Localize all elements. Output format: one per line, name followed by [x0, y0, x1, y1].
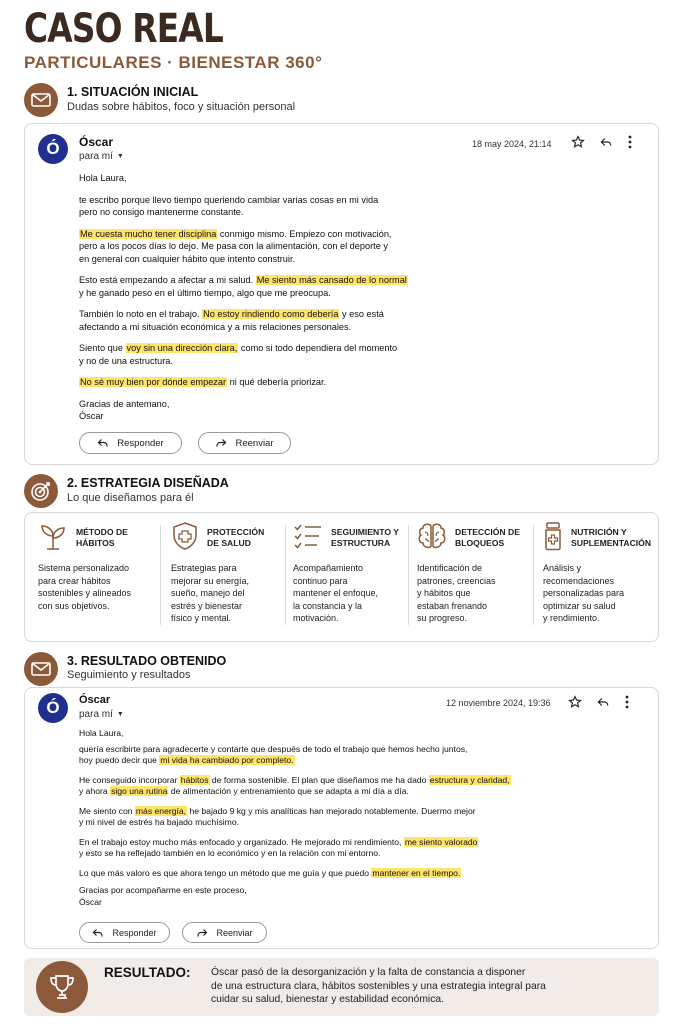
feature-desc: para crear hábitos — [38, 575, 111, 586]
feature-desc: mejorar su energía, — [171, 575, 250, 586]
text: He conseguido incorporar — [79, 774, 180, 785]
text: y mi nivel de estrés ha bajado muchísimo. — [79, 817, 240, 827]
feature-desc: motivación. — [293, 613, 339, 623]
closing: Gracias de antemano, — [79, 398, 170, 409]
email-body — [79, 728, 649, 908]
chevron-down-icon: ▼ — [116, 153, 124, 160]
feature-title: DETECCIÓN DE — [455, 527, 520, 537]
envelope-icon — [24, 652, 58, 686]
shield-cross-icon — [171, 521, 199, 556]
forward-icon — [196, 928, 208, 938]
highlight: voy sin una dirección clara, — [126, 343, 238, 353]
feature-title: BLOQUEOS — [455, 538, 505, 548]
checklist-icon — [293, 522, 323, 555]
feature-desc: con sus objetivos. — [38, 600, 110, 611]
highlight: mantener en el tiempo. — [372, 867, 461, 878]
feature-desc: la constancia y la — [293, 600, 363, 611]
forward-button[interactable] — [182, 922, 267, 943]
section-subtitle: Dudas sobre hábitos, foco y situación personal — [67, 101, 296, 113]
section-title: 2. ESTRATEGIA DISEÑADA — [67, 476, 229, 490]
feature-title: PROTECCIÓN — [207, 527, 265, 537]
feature-habits — [34, 518, 158, 630]
page-subtitle: PARTICULARES · BIENESTAR 360° — [24, 53, 323, 72]
section-subtitle: Lo que diseñamos para él — [67, 492, 194, 504]
reply-label: Responder — [112, 927, 157, 938]
text: Siento que — [79, 343, 126, 353]
feature-health — [167, 518, 287, 630]
greeting: Hola Laura, — [79, 728, 124, 738]
result-line: de una estructura clara, hábitos sostenibles y una estrategia integral para — [211, 980, 546, 992]
feature-desc: Sistema personalizado — [38, 563, 130, 573]
text: hoy puedo decir que — [79, 755, 160, 765]
divider — [533, 525, 534, 625]
text: y no de una estructura. — [79, 355, 173, 366]
trophy-icon — [36, 961, 88, 1013]
text: En el trabajo estoy mucho más enfocado y organizado. He mejorado mi rendimiento, — [79, 836, 404, 847]
section-title: 1. SITUACIÓN INICIAL — [67, 85, 199, 99]
reply-label: Responder — [117, 437, 164, 449]
reply-icon[interactable] — [596, 695, 610, 714]
closing: Gracias por acompañarme en este proceso, — [79, 885, 247, 895]
text: te escribo porque llevo tiempo queriendo cambiar varias cosas en mi vida — [79, 194, 379, 205]
text: ni qué debería priorizar. — [227, 377, 327, 387]
greeting: Hola Laura, — [79, 173, 127, 183]
recipient-dropdown[interactable] — [79, 151, 124, 162]
feature-title: SEGUIMIENTO Y — [331, 527, 399, 537]
feature-desc: optimizar su salud — [543, 600, 616, 611]
email-body — [79, 172, 639, 423]
feature-nutrition — [539, 518, 657, 630]
highlight: estructura y claridad, — [429, 774, 510, 785]
forward-label: Reenviar — [235, 437, 274, 449]
feature-desc: y rendimiento. — [543, 613, 600, 623]
avatar: Ó — [38, 134, 68, 164]
chevron-down-icon: ▼ — [116, 711, 124, 718]
divider — [408, 525, 409, 625]
section-title: 3. RESULTADO OBTENIDO — [67, 654, 227, 668]
recipient-label: para mí — [79, 151, 113, 162]
result-line: cuidar su salud, bienestar y estabilidad económica. — [211, 994, 444, 1005]
recipient-label: para mí — [79, 709, 113, 720]
text: Me siento con — [79, 805, 135, 816]
text: afectando a mi situación económica y a mis relaciones personales. — [79, 321, 352, 332]
feature-desc: Acompañamiento — [293, 563, 364, 573]
more-vert-icon[interactable] — [624, 695, 630, 714]
text: conmigo mismo. Empiezo con motivación, — [217, 228, 392, 239]
feature-desc: mantener el enfoque, — [293, 588, 379, 598]
text: de alimentación y entrenamiento que se adapta a mi día a día. — [168, 786, 409, 796]
reply-button[interactable] — [79, 922, 170, 943]
result-label: RESULTADO: — [104, 965, 191, 980]
feature-desc: y hábitos que — [417, 588, 471, 598]
star-icon[interactable] — [571, 135, 585, 154]
feature-title: HÁBITOS — [76, 538, 115, 548]
feature-desc: Identificación de — [417, 563, 483, 573]
reply-icon — [97, 438, 109, 448]
highlight: mi vida ha cambiado por completo. — [160, 755, 294, 765]
star-icon[interactable] — [568, 695, 582, 714]
feature-desc: su progreso. — [417, 613, 468, 623]
target-icon — [24, 474, 58, 508]
highlight: sigo una rutina — [111, 786, 168, 796]
text: he bajado 9 kg y mis analíticas han mejorado notablemente. Duermo mejor — [187, 805, 476, 816]
text: pero a los pocos días lo dejo. Me pasa con la alimentación, con el deporte y — [79, 241, 388, 251]
reply-icon — [92, 928, 104, 938]
text: y esto se ha reflejado también en lo económico y en la relación con mi entorno. — [79, 848, 381, 858]
recipient-dropdown[interactable] — [79, 709, 124, 720]
signature: Óscar — [79, 896, 102, 907]
feature-title: MÉTODO DE — [76, 527, 128, 537]
feature-desc: sostenibles y alineados — [38, 588, 132, 598]
feature-desc: recomendaciones — [543, 575, 615, 586]
feature-desc: estrés y bienestar — [171, 600, 243, 611]
text: como si todo dependiera del momento — [238, 343, 398, 353]
forward-button[interactable] — [198, 432, 291, 454]
forward-label: Reenviar — [216, 927, 253, 938]
result-line: Óscar pasó de la desorganización y la falta de constancia a disponer — [211, 967, 526, 978]
result-text — [211, 966, 546, 1007]
section-subtitle: Seguimiento y resultados — [67, 669, 191, 681]
divider — [285, 525, 286, 625]
feature-desc: Estrategias para — [171, 563, 237, 573]
feature-title: DE SALUD — [207, 538, 251, 548]
supplement-bottle-icon — [543, 521, 563, 556]
text: en general con cualquier hábito que intento construir. — [79, 253, 296, 264]
signature: Óscar — [79, 411, 104, 421]
feature-desc: sueño, manejo del — [171, 588, 245, 598]
avatar: Ó — [38, 693, 68, 723]
highlight: No estoy rindiendo como debería — [203, 309, 339, 319]
highlight: No sé muy bien por dónde empezar — [80, 377, 227, 387]
email-date: 18 may 2024, 21:14 — [472, 139, 552, 149]
page-title: CASO REAL — [24, 6, 223, 52]
text: Lo que más valoro es que ahora tengo un método que me guía y que puedo — [79, 867, 372, 878]
feature-title: SUPLEMENTACIÓN — [571, 538, 652, 548]
highlight: Me cuesta mucho tener disciplina — [80, 228, 217, 239]
highlight: más energía, — [135, 805, 187, 816]
highlight: Me siento más cansado de lo normal — [256, 275, 407, 285]
feature-desc: personalizadas para — [543, 588, 625, 598]
feature-desc: Análisis y — [543, 563, 582, 573]
feature-desc: patrones, creencias — [417, 575, 496, 586]
feature-blocks — [413, 518, 533, 630]
divider — [160, 525, 161, 625]
plant-icon — [38, 522, 68, 555]
highlight: me siento valorado — [404, 836, 478, 847]
reply-icon[interactable] — [599, 135, 613, 154]
highlight: hábitos — [180, 774, 209, 785]
text: y eso está — [339, 309, 384, 319]
email-date: 12 noviembre 2024, 19:36 — [446, 698, 551, 708]
sender-name: Óscar — [79, 694, 111, 706]
text: Esto está empezando a afectar a mi salud. — [79, 275, 256, 285]
feature-title: NUTRICIÓN Y — [571, 527, 627, 537]
text: quería escribirte para agradecerte y contarte que después de todo el trabajo que hemos hecho juntos, — [79, 743, 468, 754]
feature-desc: físico y mental. — [171, 613, 232, 623]
reply-button[interactable] — [79, 432, 182, 454]
forward-icon — [215, 438, 227, 448]
text: También lo noto en el trabajo. — [79, 309, 203, 319]
feature-tracking — [289, 518, 409, 630]
feature-desc: estaban frenando — [417, 600, 488, 611]
feature-desc: continuo para — [293, 575, 348, 586]
envelope-icon — [24, 83, 58, 117]
text: pero no consigo mantenerme constante. — [79, 207, 244, 217]
text: y he ganado peso en el último tiempo, algo que me preocupa. — [79, 287, 331, 298]
text: y ahora — [79, 786, 111, 796]
text: de forma sostenible. El plan que diseñamos me ha dado — [209, 774, 429, 785]
feature-title: ESTRUCTURA — [331, 538, 391, 548]
sender-name: Óscar — [79, 135, 114, 149]
brain-icon — [417, 522, 447, 555]
more-vert-icon[interactable] — [627, 135, 633, 154]
